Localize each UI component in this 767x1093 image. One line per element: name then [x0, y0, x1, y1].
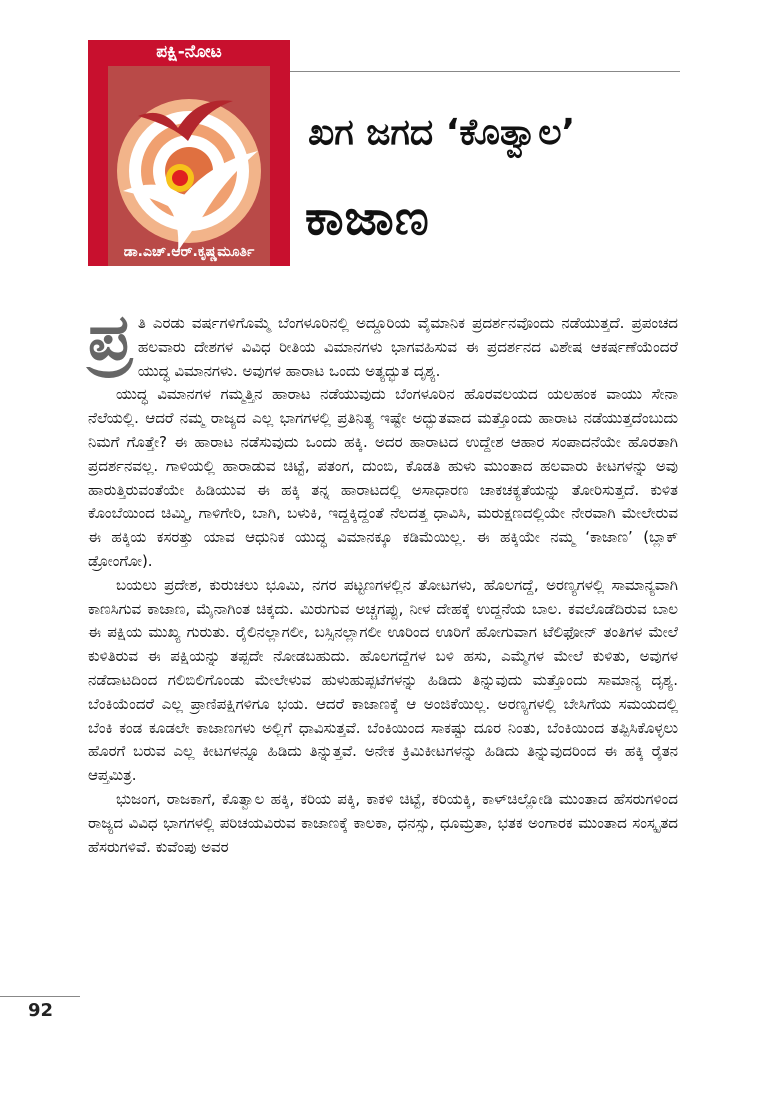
article-title-line1: ಖಗ ಜಗದ ‘ಕೊತ್ವಾಲ’ [308, 112, 576, 153]
article-body [88, 301, 678, 859]
paragraph: ಭುಜಂಗ, ರಾಜಕಾಗೆ, ಕೊತ್ವಾಲ ಹಕ್ಕಿ, ಕರಿಯ ಪಕ್ಕಿ, ಕಾಕಳಿ ಚಿಟ್ಟೆ, ಕರಿಯಕ್ಕಿ, ಕಾಳ್‌ಚಿಲ್ಲೋಡಿ ಮುಂತಾದ ಹೆಸರುಗಳಿಂದ ರಾಜ್ಯದ ವಿವಿಧ ಭಾಗಗಳಲ್ಲಿ ಪರಿಚಯವಿರುವ ಕಾಜಾಣಕ್ಕೆ ಕಾಲಕಾ, ಧನಸ್ಸು, ಧೂಮ್ರತಾ, ಭತಕ ಅಂಗಾರಕ ಮುಂತಾದ ಸಂಸ್ಕೃತದ ಹೆಸರುಗಳಿವೆ. ಕುವೆಂಪು ಅವರ [88, 789, 678, 856]
column-badge [88, 40, 290, 266]
paragraph [88, 301, 678, 383]
footer-rule [0, 996, 80, 997]
paragraph-text: ತಿ ಎರಡು ವರ್ಷಗಳಿಗೊಮ್ಮೆ ಬೆಂಗಳೂರಿನಲ್ಲಿ ಅದ್ದೂರಿಯ ವೈಮಾನಿಕ ಪ್ರದರ್ಶನವೊಂದು ನಡೆಯುತ್ತದೆ. ಪ್ರಪಂಚದ ಹಲವಾರು ದೇಶಗಳ ವಿವಿಧ ರೀತಿಯ ವಿಮಾನಗಳು ಭಾಗವಹಿಸುವ ಈ ಪ್ರದರ್ಶನದ ವಿಶೇಷ ಆಕರ್ಷಣೆಯೆಂದರೆ ಯುದ್ಧ ವಿಮಾನಗಳು. ಅವುಗಳ ಹಾರಾಟ ಒಂದು ಅತ್ಯದ್ಭುತ ದೃಶ್ಯ. [137, 314, 678, 380]
page-number: 92 [28, 1000, 54, 1021]
bird-logo-illustration [108, 66, 270, 266]
paragraph: ಯುದ್ಧ ವಿಮಾನಗಳ ಗಮ್ಮತ್ತಿನ ಹಾರಾಟ ನಡೆಯುವುದು ಬೆಂಗಳೂರಿನ ಹೊರವಲಯದ ಯಲಹಂಕ ವಾಯು ಸೇನಾ ನೆಲೆಯಲ್ಲಿ. ಆದರೆ ನಮ್ಮ ರಾಜ್ಯದ ಎಲ್ಲ ಭಾಗಗಳಲ್ಲಿ ಪ್ರತಿನಿತ್ಯ ಇಷ್ಟೇ ಅದ್ಭುತವಾದ ಮತ್ತೊಂದು ಹಾರಾಟ ನಡೆಯುತ್ತದೆಂಬುದು ನಿಮಗೆ ಗೊತ್ತೇ? ಈ ಹಾರಾಟ ನಡೆಸುವುದು ಒಂದು ಹಕ್ಕಿ. ಅದರ ಹಾರಾಟದ ಉದ್ದೇಶ ಆಹಾರ ಸಂಪಾದನೆಯೇ ಹೊರತಾಗಿ ಪ್ರದರ್ಶನವಲ್ಲ. ಗಾಳಿಯಲ್ಲಿ ಹಾರಾಡುವ ಚಿಟ್ಟೆ, ಪತಂಗ, ದುಂಬಿ, ಕೊಡತಿ ಹುಳು ಮುಂತಾದ ಹಲವಾರು ಕೀಟಗಳನ್ನು ಅವು ಹಾರುತ್ತಿರುವಂತೆಯೇ ಹಿಡಿಯುವ ಈ ಹಕ್ಕಿ ತನ್ನ ಹಾರಾಟದಲ್ಲಿ ಅಸಾಧಾರಣ ಚಾಕಚಕ್ಯತೆಯನ್ನು ತೋರಿಸುತ್ತದೆ. ಕುಳಿತ ಕೊಂಬೆಯಿಂದ ಚಿಮ್ಮಿ, ಗಾಳಿಗೇರಿ, ಬಾಗಿ, ಬಳುಕಿ, ಇದ್ದಕ್ಕಿದ್ದಂತೆ ನೆಲದತ್ತ ಧಾವಿಸಿ, ಮರುಕ್ಷಣದಲ್ಲಿಯೇ ನೇರವಾಗಿ ಮೇಲೇರುವ ಈ ಹಕ್ಕಿಯ ಕಸರತ್ತು ಯಾವ ಆಧುನಿಕ ಯುದ್ಧ ವಿಮಾನಕ್ಕೂ ಕಡಿಮೆಯಿಲ್ಲ. ಈ ಹಕ್ಕಿಯೇ ನಮ್ಮ ‘ಕಾಜಾಣ’ (ಬ್ಲಾಕ್ ಡ್ರೋಂಗೋ). [88, 385, 678, 570]
column-name: ಪಕ್ಷಿ-ನೋಟ [156, 42, 222, 62]
author-name: ಡಾ.ಎಚ್.ಆರ್.ಕೃಷ್ಣಮೂರ್ತಿ [123, 244, 255, 260]
article-title-line2: ಕಾಜಾಣ [305, 190, 430, 246]
paragraph: ಬಯಲು ಪ್ರದೇಶ, ಕುರುಚಲು ಭೂಮಿ, ನಗರ ಪಟ್ಟಣಗಳಲ್ಲಿನ ತೋಟಗಳು, ಹೊಲಗದ್ದೆ, ಅರಣ್ಯಗಳಲ್ಲಿ ಸಾಮಾನ್ಯವಾಗಿ ಕಾಣಸಿಗುವ ಕಾಜಾಣ, ಮೈನಾಗಿಂತ ಚಿಕ್ಕದು. ಮಿರುಗುವ ಅಚ್ಚಗಪ್ಪು, ನೀಳ ದೇಹಕ್ಕೆ ಉದ್ದನೆಯ ಬಾಲ. ಕವಲೊಡೆದಿರುವ ಬಾಲ ಈ ಪಕ್ಷಿಯ ಮುಖ್ಯ ಗುರುತು. ರೈಲಿನಲ್ಲಾಗಲೀ, ಬಸ್ಸಿನಲ್ಲಾಗಲೀ ಊರಿಂದ ಊರಿಗೆ ಹೋಗುವಾಗ ಟೆಲಿಫೋನ್ ತಂತಿಗಳ ಮೇಲೆ ಕುಳಿತಿರುವ ಈ ಪಕ್ಷಿಯನ್ನು ತಪ್ಪದೇ ನೋಡಬಹುದು. ಹೊಲಗದ್ದೆಗಳ ಬಳಿ ಹಸು, ಎಮ್ಮೆಗಳ ಮೇಲೆ ಕುಳಿತು, ಅವುಗಳ ನಡೆದಾಟದಿಂದ ಗಲಿಬಿಲಿಗೊಂಡು ಮೇಲೇಳುವ ಹುಳುಹುಪ್ಪಟೆಗಳನ್ನು ಹಿಡಿದು ತಿನ್ನುವುದು ಮತ್ತೊಂದು ಸಾಮಾನ್ಯ ದೃಶ್ಯ. ಬೆಂಕಿಯೆಂದರೆ ಎಲ್ಲ ಪ್ರಾಣಿಪಕ್ಷಿಗಳಿಗೂ ಭಯ. ಆದರೆ ಕಾಜಾಣಕ್ಕೆ ಆ ಅಂಜಿಕೆಯಿಲ್ಲ. ಅರಣ್ಯಗಳಲ್ಲಿ ಬೇಸಿಗೆಯ ಸಮಯದಲ್ಲಿ ಬೆಂಕಿ ಕಂಡ ಕೂಡಲೇ ಕಾಜಾಣಗಳು ಅಲ್ಲಿಗೆ ಧಾವಿಸುತ್ತವೆ. ಬೆಂಕಿಯಿಂದ ಸಾಕಷ್ಟು ದೂರ ನಿಂತು, ಬೆಂಕಿಯಿಂದ ತಪ್ಪಿಸಿಕೊಳ್ಳಲು ಹೊರಗೆ ಬರುವ ಎಲ್ಲ ಕೀಟಗಳನ್ನೂ ಹಿಡಿದು ತಿನ್ನುತ್ತವೆ. ಅನೇಕ ಕ್ರಿಮಿಕೀಟಗಳನ್ನು ಹಿಡಿದು ತಿನ್ನುವುದರಿಂದ ಈ ಹಕ್ಕಿ ರೈತನ ಆಪ್ತಮಿತ್ರ. [88, 575, 678, 785]
drop-cap: ಪ್ರ [88, 301, 132, 375]
